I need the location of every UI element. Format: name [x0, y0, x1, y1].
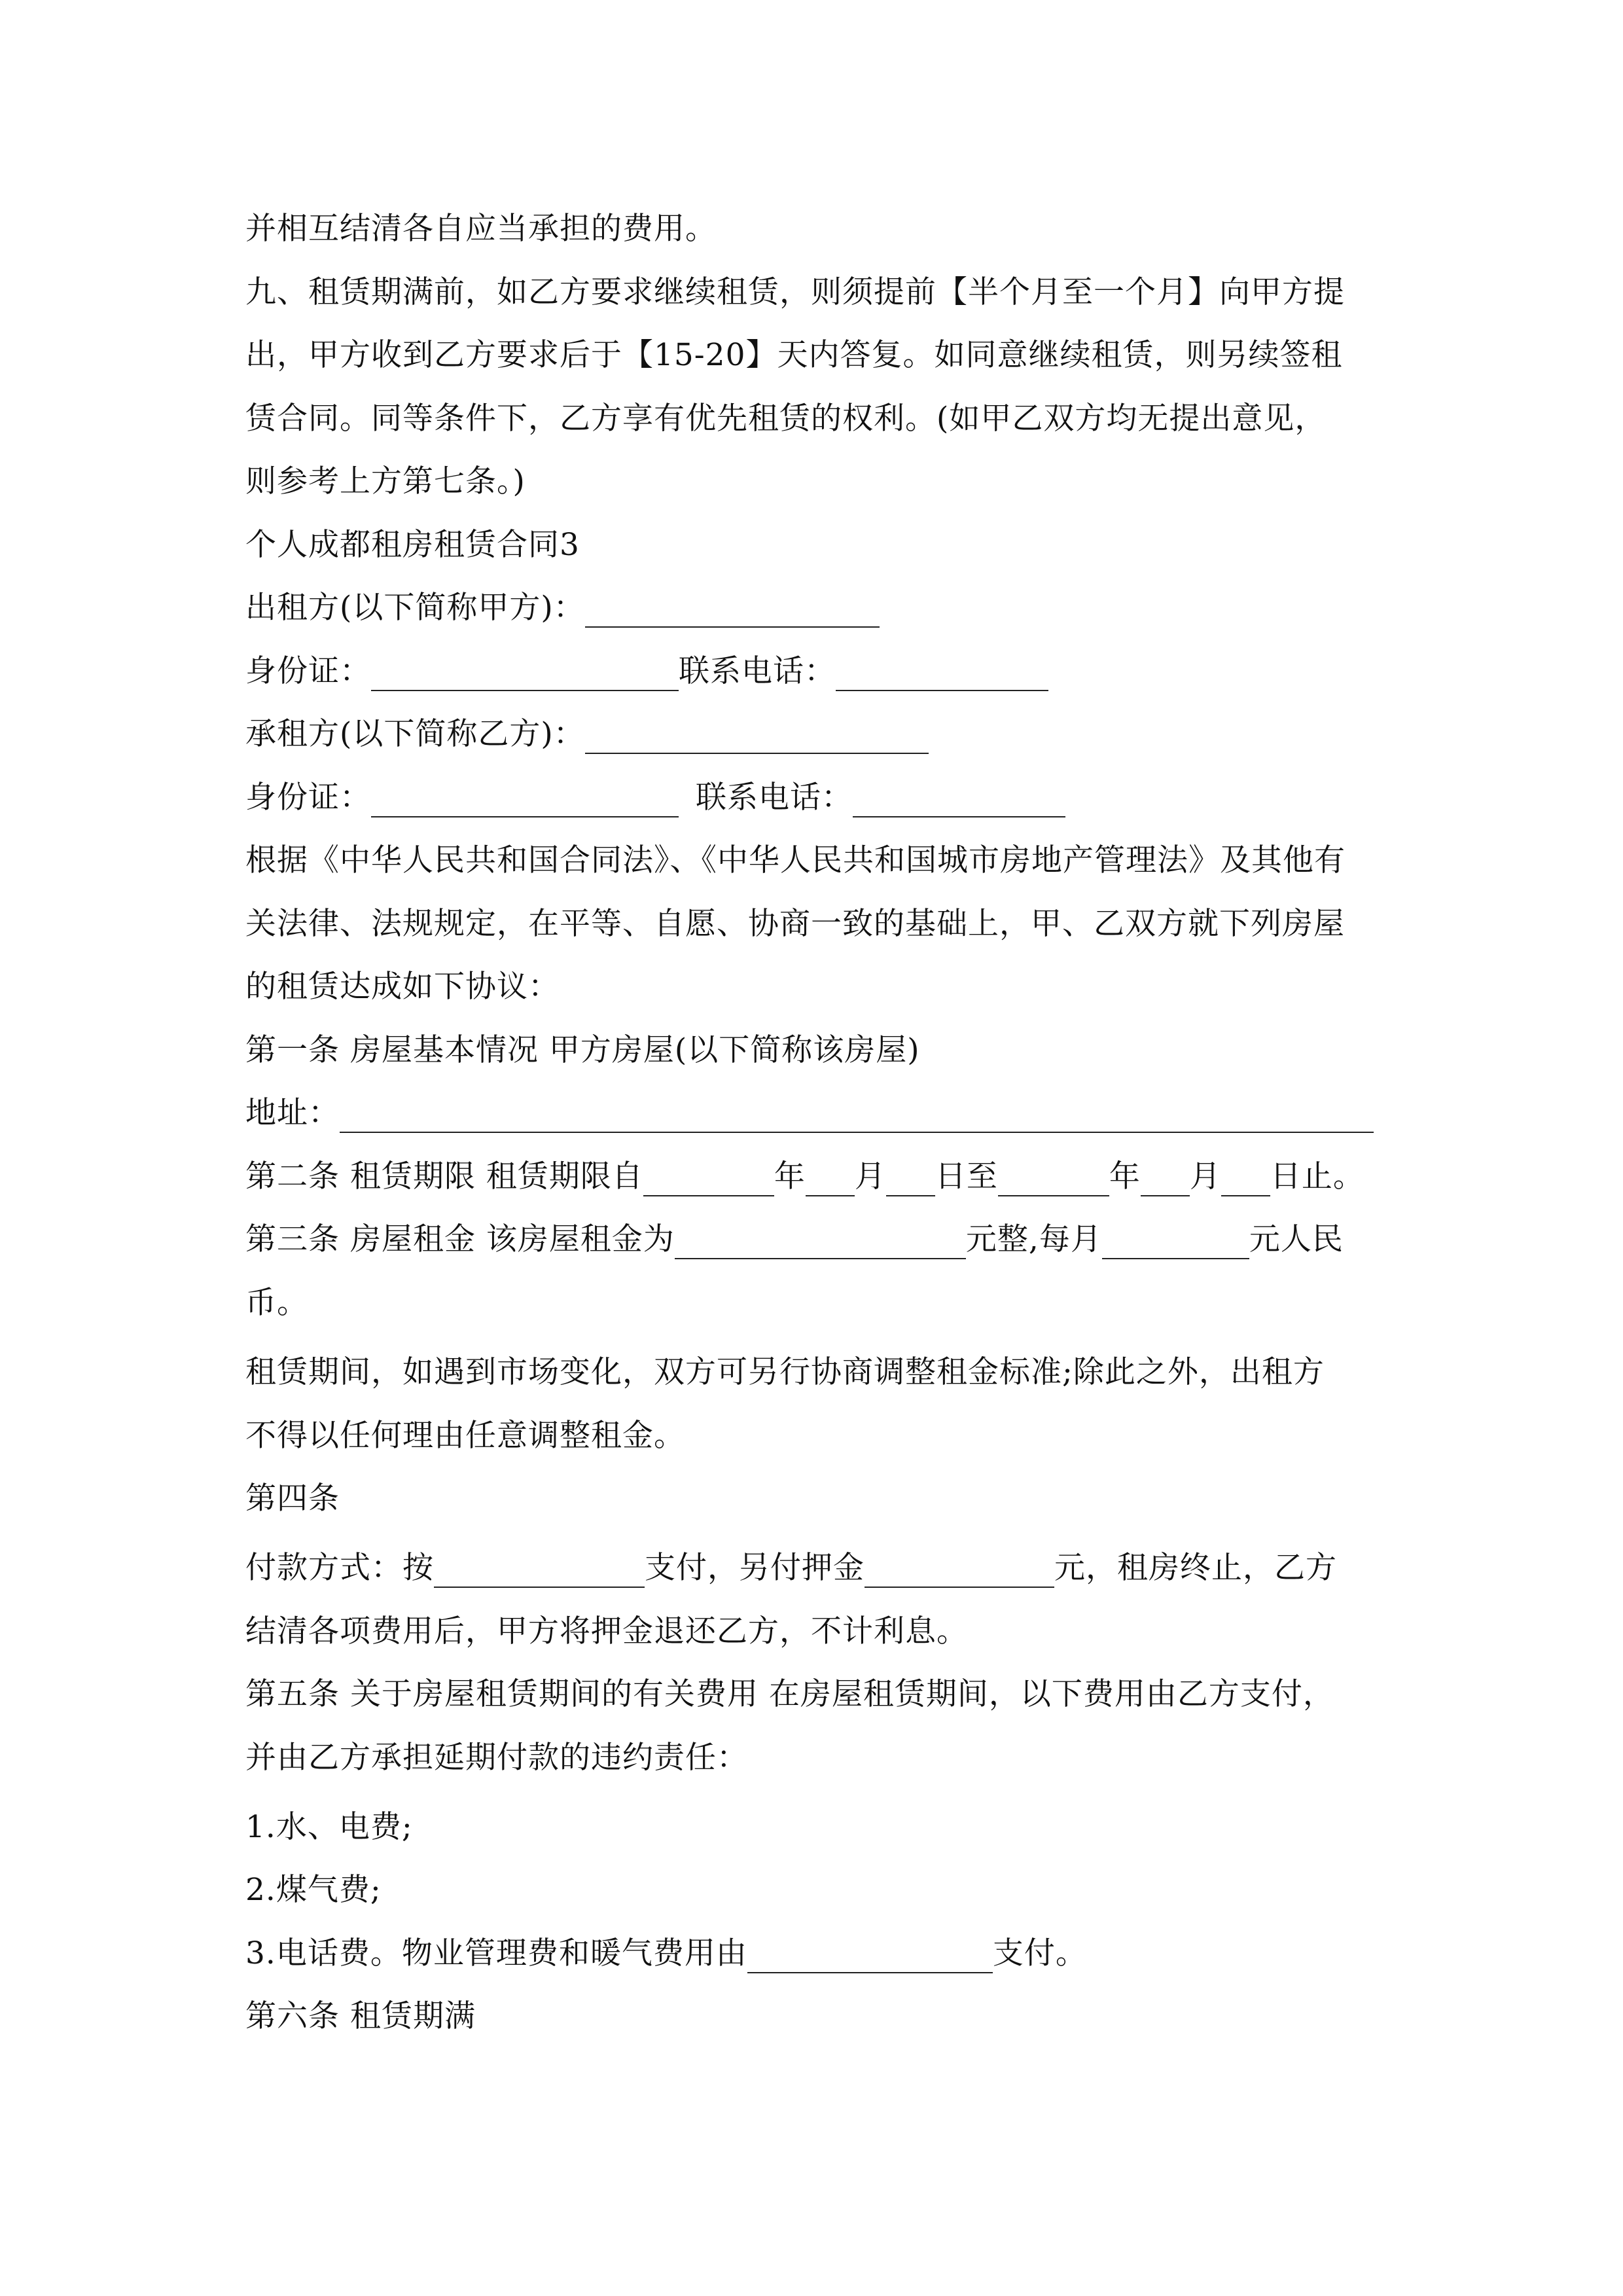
paragraph-line	[245, 399, 1326, 439]
payment-method-blank	[434, 1552, 645, 1588]
paragraph-line	[245, 209, 717, 249]
id-label: 身份证：	[245, 780, 371, 816]
end-month-blank	[1141, 1161, 1190, 1196]
text: 日止。	[1270, 1158, 1364, 1194]
text: 并相互结清各自应当承担的费用。	[245, 211, 717, 247]
article-5	[245, 1675, 1334, 1714]
paragraph-line	[245, 336, 1343, 375]
phone-label: 联系电话：	[679, 653, 836, 689]
start-year-blank	[643, 1161, 774, 1196]
start-month-blank	[806, 1161, 855, 1196]
id-blank	[371, 656, 679, 691]
paragraph-line	[245, 1612, 968, 1651]
paragraph-line	[245, 1283, 308, 1323]
text: 年	[1109, 1158, 1141, 1194]
text: 并由乙方承担延期付款的违约责任：	[245, 1740, 748, 1776]
list-item	[245, 1934, 1087, 1973]
text: 3.电话费。物业管理费和暖气费用由	[245, 1935, 747, 1971]
paragraph-line	[245, 273, 1345, 312]
payment-line	[245, 1549, 1337, 1588]
address-blank	[340, 1098, 1374, 1133]
id-label: 身份证：	[245, 653, 371, 689]
fee-payer-blank	[747, 1938, 993, 1973]
text: 出，甲方收到乙方要求后于【15-20】天内答复。如同意继续租赁，则另续签租	[245, 337, 1343, 373]
end-year-blank	[998, 1161, 1109, 1196]
text: 元整,每月	[965, 1221, 1102, 1257]
lessor-name-blank	[585, 592, 880, 628]
text: 元，租房终止，乙方	[1054, 1550, 1337, 1586]
text: 个人成都租房租赁合同3	[245, 527, 580, 563]
contract-title	[245, 526, 580, 565]
start-day-blank	[886, 1161, 935, 1196]
address-label: 地址：	[245, 1095, 340, 1131]
article-4	[245, 1479, 340, 1518]
text: 年	[774, 1158, 806, 1194]
lessee-line	[245, 715, 929, 754]
lessor-label: 出租方(以下简称甲方)：	[245, 590, 585, 626]
text: 不得以任何理由任意调整租金。	[245, 1418, 685, 1454]
text: 第四条	[245, 1480, 340, 1516]
id-blank	[371, 782, 679, 817]
text: 根据《中华人民共和国合同法》、《中华人民共和国城市房地产管理法》及其他有	[245, 842, 1346, 878]
text: 九、租赁期满前，如乙方要求继续租赁，则须提前【半个月至一个月】向甲方提	[245, 274, 1345, 310]
text: 1.水、电费;	[245, 1809, 413, 1845]
text: 第六条 租赁期满	[245, 1998, 476, 2034]
text: 日至	[935, 1158, 998, 1194]
phone-blank	[836, 656, 1048, 691]
text: 租赁期间，如遇到市场变化，双方可另行协商调整租金标准;除此之外，出租方	[245, 1354, 1325, 1390]
text: 月	[854, 1158, 886, 1194]
list-item	[245, 1808, 413, 1847]
paragraph-line	[245, 1353, 1325, 1392]
phone-blank	[853, 782, 1065, 817]
paragraph-line	[245, 1416, 685, 1456]
end-day-blank	[1221, 1161, 1270, 1196]
article-3	[245, 1220, 1344, 1259]
rent-total-blank	[675, 1224, 966, 1259]
lessor-line	[245, 588, 880, 628]
text: 则参考上方第七条。)	[245, 463, 526, 499]
text: 月	[1189, 1158, 1221, 1194]
text: 关法律、法规规定，在平等、自愿、协商一致的基础上，甲、乙双方就下列房屋	[245, 906, 1345, 942]
lessee-id-line	[245, 778, 1065, 817]
phone-label: 联系电话：	[696, 780, 853, 816]
paragraph-line	[245, 905, 1345, 944]
text: 第一条 房屋基本情况 甲方房屋(以下简称该房屋)	[245, 1032, 920, 1068]
text: 第三条 房屋租金 该房屋租金为	[245, 1221, 675, 1257]
text: 支付，另付押金	[645, 1550, 865, 1586]
paragraph-line	[245, 967, 560, 1007]
text: 结清各项费用后，甲方将押金退还乙方，不计利息。	[245, 1613, 968, 1649]
text: 币。	[245, 1285, 308, 1321]
address-line	[245, 1094, 1374, 1133]
article-1	[245, 1031, 920, 1070]
article-6	[245, 1997, 476, 2036]
text: 第五条 关于房屋租赁期间的有关费用 在房屋租赁期间，以下费用由乙方支付，	[245, 1676, 1334, 1712]
text: 赁合同。同等条件下，乙方享有优先租赁的权利。(如甲乙双方均无提出意见，	[245, 401, 1327, 437]
text: 的租赁达成如下协议：	[245, 969, 560, 1005]
list-item	[245, 1871, 382, 1910]
article-2	[245, 1157, 1364, 1196]
text: 第二条 租赁期限 租赁期限自	[245, 1158, 643, 1194]
lessor-id-line	[245, 652, 1048, 691]
paragraph-line	[245, 841, 1346, 880]
text: 2.煤气费;	[245, 1872, 382, 1908]
lessee-name-blank	[585, 719, 929, 754]
text: 付款方式：按	[245, 1550, 434, 1586]
deposit-blank	[865, 1552, 1054, 1588]
paragraph-line	[245, 462, 526, 501]
paragraph-line	[245, 1738, 748, 1778]
text: 元人民	[1249, 1221, 1344, 1257]
lessee-label: 承租方(以下简称乙方)：	[245, 716, 585, 752]
rent-monthly-blank	[1102, 1224, 1249, 1259]
text: 支付。	[992, 1935, 1087, 1971]
